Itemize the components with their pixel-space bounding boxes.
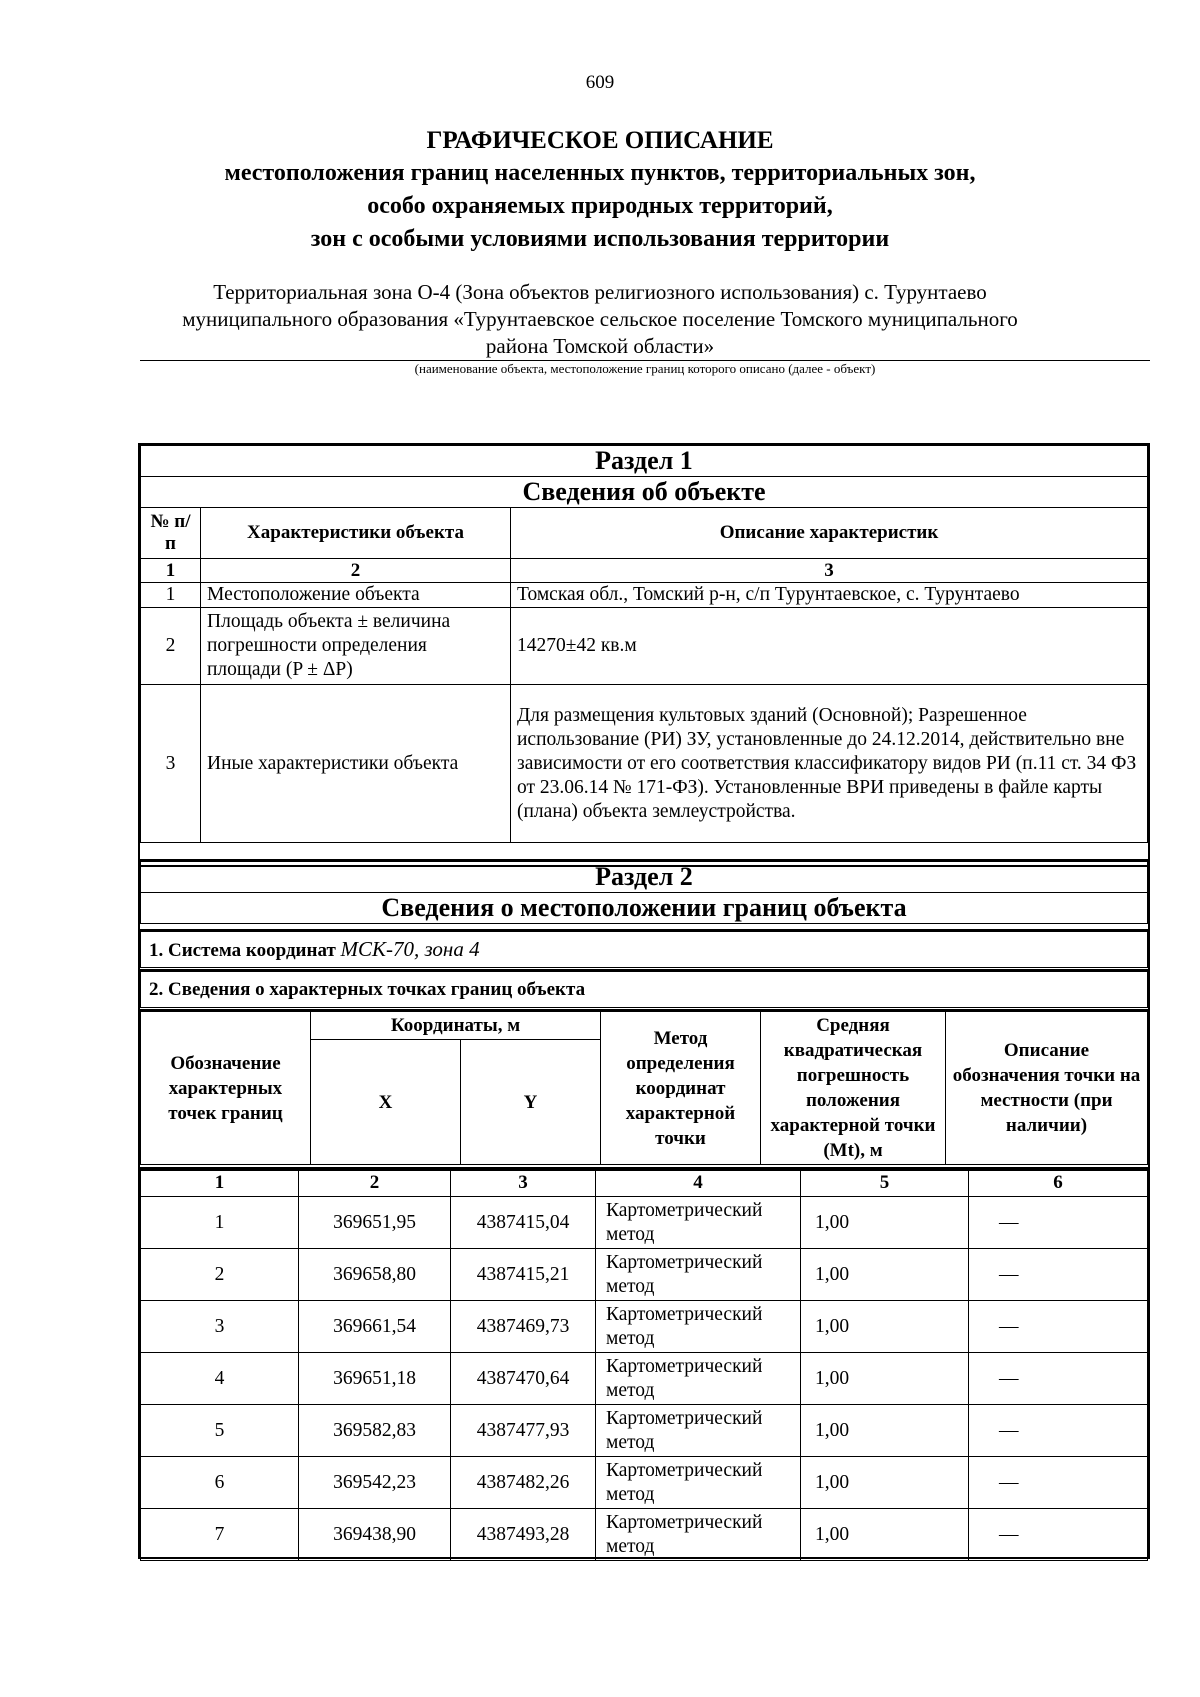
object-line-1: Территориальная зона О-4 (Зона объектов религиозного использования) с. Турунтаево [213, 280, 987, 304]
points-title-frame [138, 969, 1150, 1011]
point-method: Картометрический метод [596, 1197, 801, 1249]
col-number: 5 [801, 1170, 969, 1197]
points-table [140, 1169, 1148, 1561]
point-x: 369542,23 [299, 1457, 451, 1509]
header-y: Y [461, 1040, 601, 1165]
point-error: 1,00 [801, 1457, 969, 1509]
object-name [140, 279, 1060, 360]
row-number: 1 [141, 583, 201, 608]
point-error: 1,00 [801, 1509, 969, 1561]
section-2-title-table [140, 861, 1148, 924]
header-method: Метод определения координат характерной точки [601, 1012, 761, 1165]
point-number: 7 [141, 1509, 299, 1561]
point-description: — [969, 1197, 1148, 1249]
row-characteristic: Иные характеристики объекта [201, 685, 511, 843]
header-coords: Координаты, м [311, 1012, 601, 1040]
coord-system-table [140, 931, 1148, 968]
section-1-table [140, 445, 1148, 843]
point-method: Картометрический метод [596, 1509, 801, 1561]
row-characteristic: Площадь объекта ± величина погрешности определения площади (P ± ΔP) [201, 608, 511, 685]
point-number: 6 [141, 1457, 299, 1509]
point-row [141, 1301, 1148, 1353]
points-header-table [140, 1011, 1148, 1165]
point-row [141, 1509, 1148, 1561]
col-number: 6 [969, 1170, 1148, 1197]
object-caption: (наименование объекта, местоположение границ которого описано (далее - объект) [414, 361, 876, 376]
point-x: 369661,54 [299, 1301, 451, 1353]
section-1-title: Раздел 1 [141, 446, 1148, 477]
title-line-2: особо охраняемых природных территорий, [367, 193, 833, 219]
header-description: Описание характеристик [511, 508, 1148, 559]
title-main: ГРАФИЧЕСКОЕ ОПИСАНИЕ [426, 127, 774, 154]
point-y: 4387469,73 [451, 1301, 596, 1353]
point-error: 1,00 [801, 1301, 969, 1353]
object-line-3: района Томской области» [485, 334, 715, 358]
row-number: 2 [141, 608, 201, 685]
point-y: 4387477,93 [451, 1405, 596, 1457]
point-number: 2 [141, 1249, 299, 1301]
row-description: 14270±42 кв.м [511, 608, 1148, 685]
row-description: Для размещения культовых зданий (Основной); Разрешенное использование (РИ) ЗУ, установленные до 24.12.2014, действительно вне зависимости от его соответствия классификатору видов РИ (п.11 ст. 34 ФЗ от 23.06.14 № 171-ФЗ). Установленные ВРИ приведены в файле карты (плана) объекта землеустройства. [511, 685, 1148, 843]
header-characteristic: Характеристики объекта [201, 508, 511, 559]
point-number: 4 [141, 1353, 299, 1405]
col-number: 4 [596, 1170, 801, 1197]
point-y: 4387415,04 [451, 1197, 596, 1249]
point-row [141, 1353, 1148, 1405]
point-description: — [969, 1301, 1148, 1353]
point-error: 1,00 [801, 1197, 969, 1249]
point-error: 1,00 [801, 1405, 969, 1457]
point-description: — [969, 1353, 1148, 1405]
section-2-subtitle: Сведения о местоположении границ объекта [141, 893, 1148, 924]
col-number: 2 [299, 1170, 451, 1197]
point-method: Картометрический метод [596, 1301, 801, 1353]
point-method: Картометрический метод [596, 1249, 801, 1301]
section-2-frame [138, 859, 1150, 931]
point-y: 4387493,28 [451, 1509, 596, 1561]
col-number: 1 [141, 1170, 299, 1197]
point-description: — [969, 1509, 1148, 1561]
section-1-subtitle: Сведения об объекте [141, 477, 1148, 508]
point-error: 1,00 [801, 1249, 969, 1301]
point-x: 369658,80 [299, 1249, 451, 1301]
row-characteristic: Местоположение объекта [201, 583, 511, 608]
header-num: № п/п [141, 508, 201, 559]
point-row [141, 1457, 1148, 1509]
coord-system-value: МСК-70, зона 4 [340, 937, 480, 961]
section-2-title: Раздел 2 [141, 862, 1148, 893]
title-line-3: зон с особыми условиями использования территории [310, 226, 890, 252]
point-x: 369651,95 [299, 1197, 451, 1249]
point-row [141, 1249, 1148, 1301]
header-x: X [311, 1040, 461, 1165]
point-description: — [969, 1249, 1148, 1301]
col-number: 3 [511, 559, 1148, 583]
point-method: Картометрический метод [596, 1457, 801, 1509]
point-y: 4387482,26 [451, 1457, 596, 1509]
coord-system-frame [138, 929, 1150, 971]
col-number: 3 [451, 1170, 596, 1197]
header-error: Средняя квадратическая погрешность положения характерной точки (Mt), м [761, 1012, 946, 1165]
point-y: 4387470,64 [451, 1353, 596, 1405]
point-error: 1,00 [801, 1353, 969, 1405]
col-number: 2 [201, 559, 511, 583]
points-title-table [140, 971, 1148, 1008]
point-y: 4387415,21 [451, 1249, 596, 1301]
point-x: 369582,83 [299, 1405, 451, 1457]
point-row [141, 1197, 1148, 1249]
coord-system-label: 1. Система координат [149, 940, 336, 961]
point-description: — [969, 1405, 1148, 1457]
point-row [141, 1405, 1148, 1457]
point-description: — [969, 1457, 1148, 1509]
point-x: 369438,90 [299, 1509, 451, 1561]
point-method: Картометрический метод [596, 1353, 801, 1405]
page-number: 609 [585, 72, 615, 93]
point-number: 3 [141, 1301, 299, 1353]
point-number: 5 [141, 1405, 299, 1457]
title-line-1: местоположения границ населенных пунктов, территориальных зон, [224, 160, 976, 186]
point-method: Картометрический метод [596, 1405, 801, 1457]
document-title [100, 124, 1100, 256]
coord-system [141, 932, 1148, 968]
points-header-frame [138, 1009, 1150, 1171]
col-number: 1 [141, 559, 201, 583]
points-title: 2. Сведения о характерных точках границ объекта [141, 972, 1148, 1008]
object-line-2: муниципального образования «Турунтаевское сельское поселение Томского муниципального [182, 307, 1018, 331]
section-1-frame [138, 443, 1150, 867]
points-body-frame [138, 1167, 1150, 1559]
point-number: 1 [141, 1197, 299, 1249]
row-description: Томская обл., Томский р-н, с/п Турунтаевское, с. Турунтаево [511, 583, 1148, 608]
row-number: 3 [141, 685, 201, 843]
point-x: 369651,18 [299, 1353, 451, 1405]
header-designation: Обозначение характерных точек границ [141, 1012, 311, 1165]
header-point-description: Описание обозначения точки на местности (при наличии) [946, 1012, 1148, 1165]
